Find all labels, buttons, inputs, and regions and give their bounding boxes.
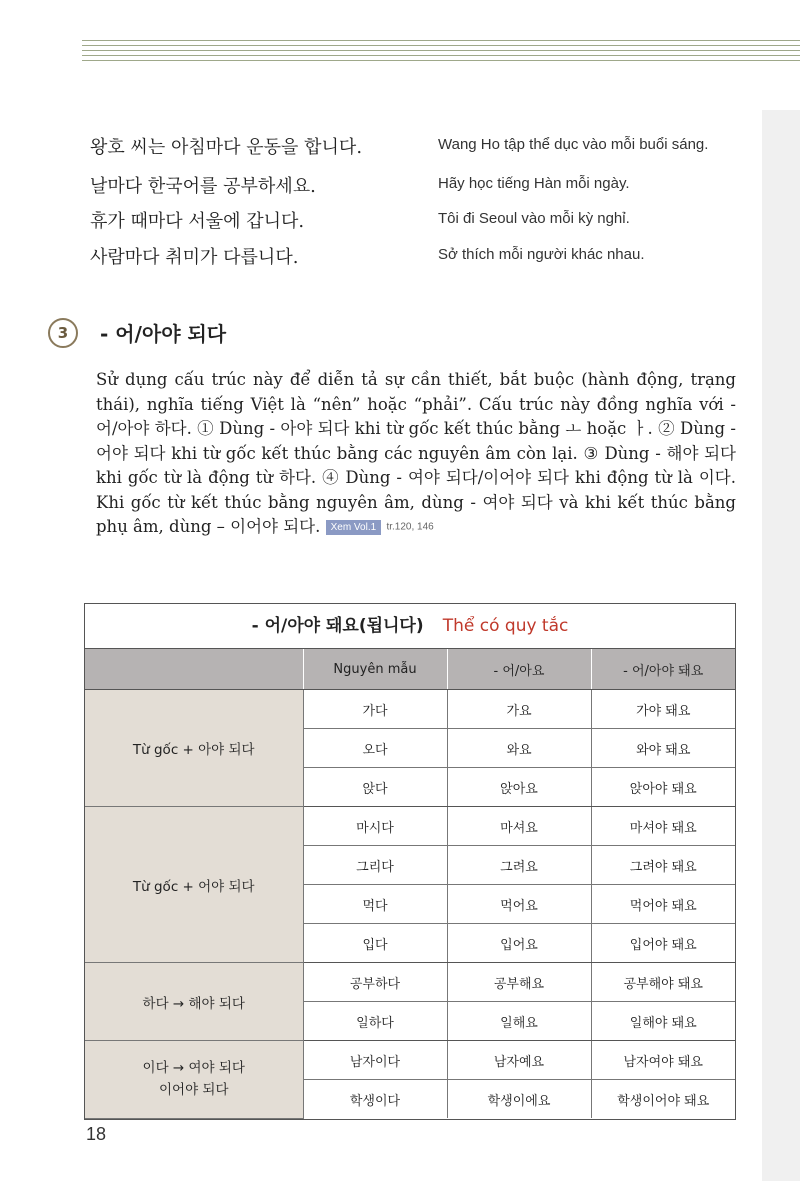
table-cell: 먹어요	[447, 885, 591, 924]
example-korean: 날마다 한국어를 공부하세요.	[90, 176, 316, 197]
table-title: - 어/아야 돼요(됩니다)	[251, 616, 424, 636]
table-cell: 가요	[447, 690, 591, 729]
example-vietnamese: Sở thích mỗi người khác nhau.	[438, 246, 645, 263]
table-cell: 남자여야 돼요	[591, 1041, 735, 1080]
table-cell: 일해요	[447, 1002, 591, 1041]
table-cell: 가다	[303, 690, 447, 729]
table-header	[85, 604, 735, 649]
page-number: 18	[86, 1124, 107, 1144]
group-label: Từ gốc + 어야 되다	[85, 807, 303, 963]
table-cell: 남자이다	[303, 1041, 447, 1080]
column-header-row	[85, 649, 735, 690]
group-label: Từ gốc + 아야 되다	[85, 690, 303, 807]
grammar-explanation	[96, 368, 736, 540]
column-header: - 어/아요	[447, 649, 591, 690]
example-vietnamese: Hãy học tiếng Hàn mỗi ngày.	[438, 175, 630, 192]
reference-pages: tr.120, 146	[386, 521, 434, 533]
conjugation-grid	[85, 649, 735, 1119]
table-row	[85, 1041, 735, 1080]
table-cell: 학생이어야 돼요	[591, 1080, 735, 1119]
table-cell: 마셔야 돼요	[591, 807, 735, 846]
table-cell: 앉아요	[447, 768, 591, 807]
explanation-text: Sử dụng cấu trúc này để diễn tả sự cần thiết, bắt buộc (hành động, trạng thái), nghĩa tiếng Việt là “nên” hoặc “phải”. Cấu trúc này đồng nghĩa với - 어/아야 하다. ① Dùng - 아야 되다 khi từ gốc kết thúc bằng ㅗ hoặc ㅏ. ② Dùng - 어야 되다 khi từ gốc kết thúc bằng các nguyên âm còn lại. ③ Dùng - 해야 되다 khi gốc từ là động từ 하다. ④ Dùng - 여야 되다/이어야 되다 khi động từ là 이다. Khi gốc từ kết thúc bằng nguyên âm, dùng - 여야 되다 và khi kết thúc bằng phụ âm, dùng – 이어야 되다.	[96, 370, 736, 536]
table-cell: 마셔요	[447, 807, 591, 846]
table-cell: 앉아야 돼요	[591, 768, 735, 807]
table-cell: 공부하다	[303, 963, 447, 1002]
example-vietnamese: Tôi đi Seoul vào mỗi kỳ nghỉ.	[438, 210, 630, 227]
table-cell: 오다	[303, 729, 447, 768]
example-korean: 사람마다 취미가 다릅니다.	[90, 247, 299, 268]
table-cell: 학생이다	[303, 1080, 447, 1119]
table-cell: 와요	[447, 729, 591, 768]
section-number-badge: 3	[48, 318, 78, 348]
table-subtitle: Thể có quy tắc	[442, 616, 569, 636]
table-cell: 입어요	[447, 924, 591, 963]
column-header: Nguyên mẫu	[303, 649, 447, 690]
table-cell: 일하다	[303, 1002, 447, 1041]
reference-badge: Xem Vol.1	[326, 520, 382, 535]
table-cell: 와야 돼요	[591, 729, 735, 768]
example-vietnamese: Wang Ho tập thể dục vào mỗi buổi sáng.	[438, 136, 709, 153]
table-cell: 학생이에요	[447, 1080, 591, 1119]
table-cell: 먹다	[303, 885, 447, 924]
table-cell: 가야 돼요	[591, 690, 735, 729]
table-cell: 입다	[303, 924, 447, 963]
table-cell: 그리다	[303, 846, 447, 885]
table-cell: 입어야 돼요	[591, 924, 735, 963]
table-cell: 앉다	[303, 768, 447, 807]
table-cell: 공부해야 돼요	[591, 963, 735, 1002]
table-cell: 먹어야 돼요	[591, 885, 735, 924]
section-title: - 어/아야 되다	[100, 322, 227, 346]
table-cell: 일해야 돼요	[591, 1002, 735, 1041]
group-label: 하다 → 해야 되다	[85, 963, 303, 1041]
table-cell: 그려요	[447, 846, 591, 885]
group-label: 이다 → 여야 되다 이어야 되다	[85, 1041, 303, 1119]
conjugation-table	[84, 603, 736, 1120]
table-row	[85, 963, 735, 1002]
column-header	[85, 649, 303, 690]
column-header: - 어/아야 돼요	[591, 649, 735, 690]
table-row	[85, 690, 735, 729]
table-cell: 공부해요	[447, 963, 591, 1002]
table-row	[85, 807, 735, 846]
table-cell: 마시다	[303, 807, 447, 846]
table-cell: 그려야 돼요	[591, 846, 735, 885]
header-rules	[82, 40, 800, 65]
page-edge-strip	[762, 110, 800, 1181]
table-body	[85, 690, 735, 1119]
example-korean: 왕호 씨는 아침마다 운동을 합니다.	[90, 137, 363, 158]
example-korean: 휴가 때마다 서울에 갑니다.	[90, 211, 305, 232]
table-cell: 남자예요	[447, 1041, 591, 1080]
